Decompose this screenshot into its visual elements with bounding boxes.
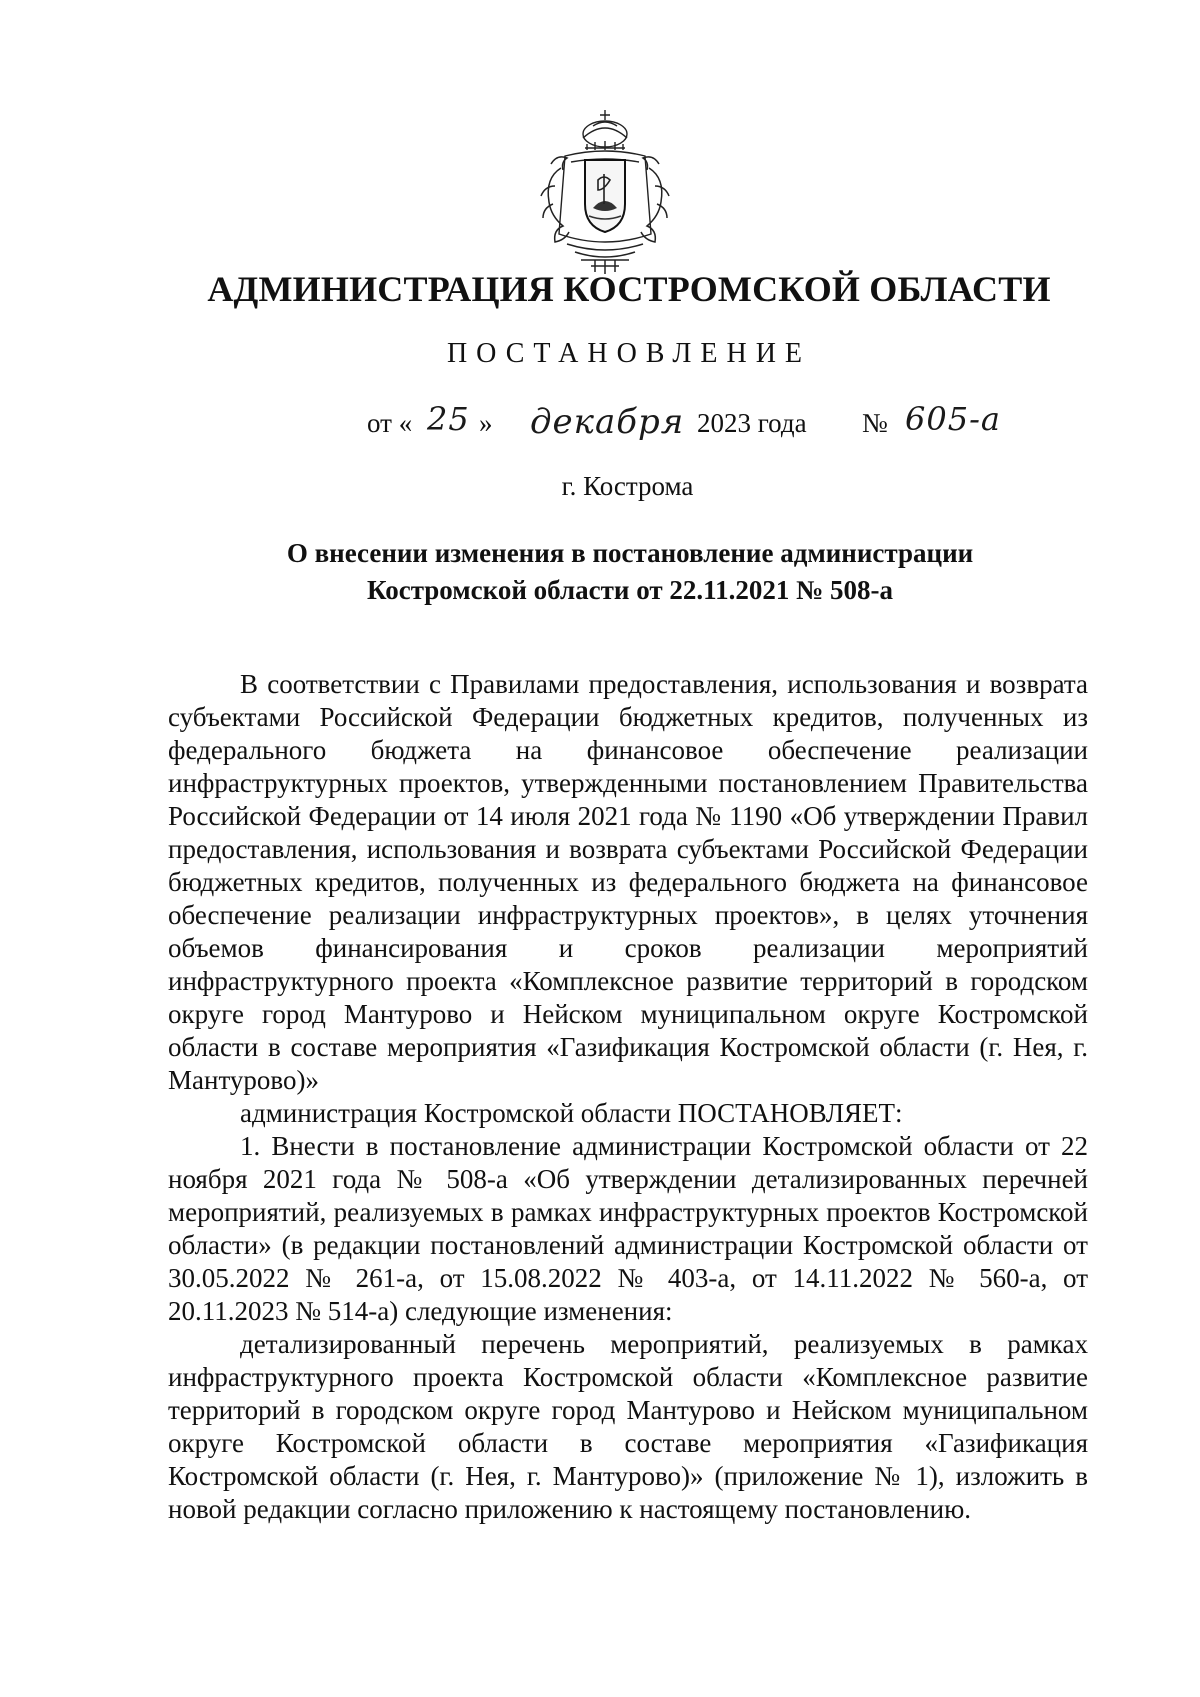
document-body <box>168 668 1088 1526</box>
agency-title: АДМИНИСТРАЦИЯ КОСТРОМСКОЙ ОБЛАСТИ <box>207 269 1051 309</box>
subject-line-2: Костромской области от 22.11.2021 № 508-а <box>366 575 893 605</box>
coat-of-arms-icon <box>535 108 675 276</box>
body-paragraph: детализированный перечень мероприятий, реализуемых в рамках инфраструктурного проекта Костромской области «Комплексное развитие территорий в городском округе город Мантурово и Нейском муниципальном округе Костромской области в составе мероприятия «Газификация Костромской области (г. Нея, г. Мантурово)» (приложение № 1), изложить в новой редакции согласно приложению к настоящему постановлению. <box>168 1329 1088 1524</box>
document-number-handwritten: 605-а <box>905 400 1001 438</box>
subject-line-1: О внесении изменения в постановление администрации <box>286 538 974 568</box>
date-number-line <box>367 398 1067 448</box>
date-year: 2023 года <box>697 408 807 438</box>
date-day-handwritten: 25 <box>427 400 470 438</box>
body-paragraph: 1. Внести в постановление администрации Костромской области от 22 ноября 2021 года № 508-а «Об утверждении детализированных перечней мероприятий, реализуемых в рамках инфраструктурных проектов Костромской области» (в редакции постановлений администрации Костромской области от 30.05.2022 № 261-а, от 15.08.2022 № 403-а, от 14.11.2022 № 560-а, от 20.11.2023 № 514-а) следующие изменения: <box>168 1131 1088 1326</box>
date-month-handwritten: декабря <box>530 402 685 442</box>
number-label: № <box>862 408 888 438</box>
date-prefix: от « <box>367 408 413 438</box>
body-paragraph: администрация Костромской области ПОСТАНОВЛЯЕТ: <box>240 1098 903 1128</box>
body-paragraph: В соответствии с Правилами предоставления, использования и возврата субъектами Российской Федерации бюджетных кредитов, полученных из федерального бюджета на финансовое обеспечение реализации инфраструктурных проектов, утвержденными постановлением Правительства Российской Федерации от 14 июля 2021 года № 1190 «Об утверждении Правил предоставления, использования и возврата субъектами Российской Федерации бюджетных кредитов, полученных из федерального бюджета на финансовое обеспечение реализации инфраструктурных проектов», в целях уточнения объемов финансирования и сроков реализации мероприятий инфраструктурного проекта «Комплексное развитие территорий в городском округе город Мантурово и Нейском муниципальном округе Костромской области в составе мероприятия «Газификация Костромской области (г. Нея, г. Мантурово)» <box>168 669 1088 1095</box>
date-close-quote: » <box>479 408 493 438</box>
city-line: г. Кострома <box>561 471 694 501</box>
document-subject <box>170 535 1090 609</box>
document-type: ПОСТАНОВЛЕНИЕ <box>446 338 812 369</box>
